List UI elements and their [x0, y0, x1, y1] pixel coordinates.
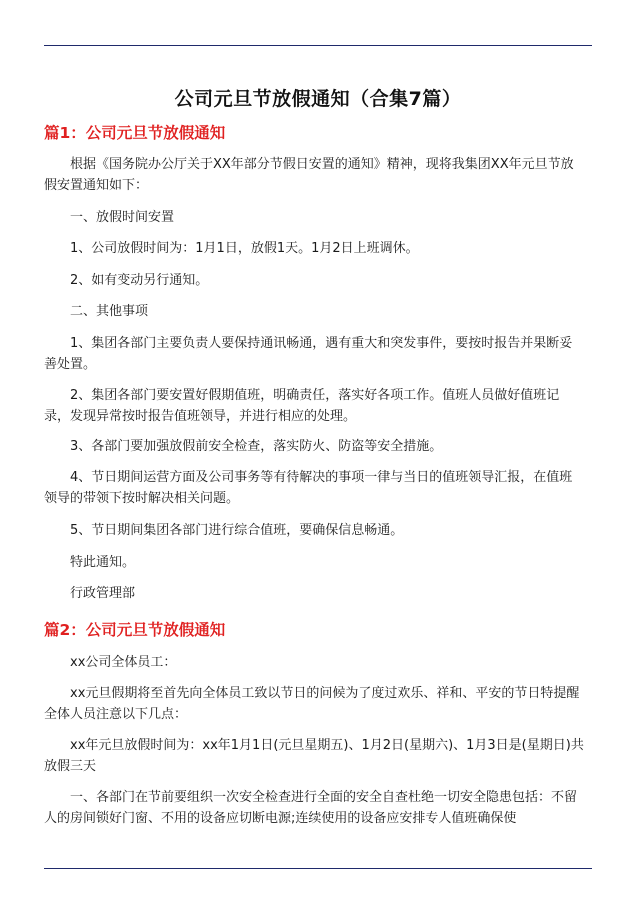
section-1-paragraph: 根据《国务院办公厅关于XX年部分节假日安置的通知》精神，现将我集团XX年元旦节放假安置通知如下：	[44, 157, 574, 193]
section-1-paragraph: 2、如有变动另行通知。	[70, 273, 209, 288]
section-2-heading: 篇2：公司元旦节放假通知	[44, 621, 226, 639]
section-1-paragraph: 一、放假时间安置	[70, 210, 175, 225]
section-2-paragraph: 一、各部门在节前要组织一次安全检查进行全面的安全自查杜绝一切安全隐患包括：不留人的房间锁好门窗、不用的设备应切断电源;连续使用的设备应安排专人值班确保使	[44, 790, 578, 826]
section-2-paragraph: xx元旦假期将至首先向全体员工致以节日的问候为了度过欢乐、祥和、平安的节日特提醒全体人员注意以下几点：	[44, 686, 580, 722]
section-1-paragraph: 1、公司放假时间为：1月1日，放假1天。1月2日上班调休。	[70, 241, 419, 256]
section-1-paragraph: 3、各部门要加强放假前安全检查，落实防火、防盗等安全措施。	[70, 439, 443, 454]
section-2-paragraph: xx公司全体员工：	[70, 655, 177, 670]
section-1-paragraph: 4、节日期间运营方面及公司事务等有待解决的事项一律与当日的值班领导汇报，在值班领导的带领下按时解决相关问题。	[44, 470, 573, 506]
section-2-paragraph: xx年元旦放假时间为：xx年1月1日(元旦星期五)、1月2日(星期六)、1月3日是(星期日)共放假三天	[44, 738, 584, 774]
section-1-heading: 篇1：公司元旦节放假通知	[44, 124, 226, 142]
section-1-paragraph: 特此通知。	[70, 555, 136, 570]
section-1-paragraph: 1、集团各部门主要负责人要保持通讯畅通，遇有重大和突发事件，要按时报告并果断妥善处置。	[44, 336, 573, 372]
header-rule	[44, 45, 592, 46]
section-1-paragraph: 5、节日期间集团各部门进行综合值班，要确保信息畅通。	[70, 523, 404, 538]
section-1-paragraph: 2、集团各部门要安置好假期值班，明确责任，落实好各项工作。值班人员做好值班记录，发现异常按时报告值班领导，并进行相应的处理。	[44, 388, 560, 424]
footer-rule	[44, 868, 592, 869]
document-title: 公司元旦节放假通知（合集7篇）	[174, 88, 462, 110]
section-1-signature: 行政管理部	[70, 586, 136, 601]
section-1-paragraph: 二、其他事项	[70, 304, 149, 319]
